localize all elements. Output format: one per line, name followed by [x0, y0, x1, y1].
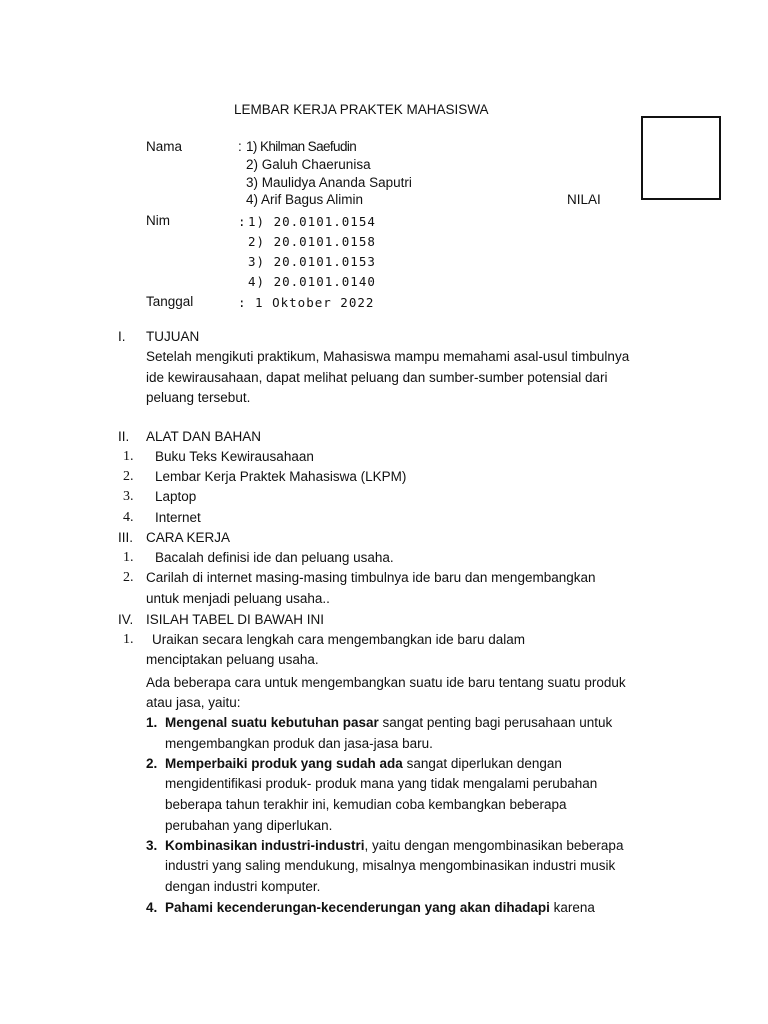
cara-item-2-number: 2.: [123, 570, 134, 585]
tujuan-line-1: Setelah mengikuti praktikum, Mahasiswa mampu memahami asal-usul timbulnya: [146, 349, 630, 364]
student-name-3: 3) Maulidya Ananda Saputri: [246, 175, 412, 190]
point-2-line-2: mengidentifikasi produk- produk mana yang tidak mengalami perubahan: [165, 776, 598, 791]
cara-item-2: Carilah di internet masing-masing timbulnya ide baru dan mengembangkan: [146, 570, 596, 585]
intro-line-1: Ada beberapa cara untuk mengembangkan suatu ide baru tentang suatu produk: [146, 675, 626, 690]
cara-item-1: Bacalah definisi ide dan peluang usaha.: [155, 550, 394, 565]
point-4-bold: Pahami kecenderungan-kecenderungan yang akan dihadapi: [165, 900, 550, 915]
point-2-rest: sangat diperlukan dengan: [402, 756, 562, 771]
alat-item-2: Lembar Kerja Praktek Mahasiswa (LKPM): [155, 469, 407, 484]
alat-item-3-number: 3.: [123, 489, 134, 504]
student-name-1: 1) Khilman Saefudin: [246, 139, 357, 154]
point-4-rest: karena: [549, 900, 595, 915]
point-1-rest: sangat penting bagi perusahaan untuk: [378, 715, 613, 730]
section-3-title: CARA KERJA: [146, 530, 231, 545]
point-3-heading: [165, 838, 623, 853]
point-4-heading: [165, 900, 595, 915]
alat-item-1-number: 1.: [123, 449, 134, 464]
point-1-heading: [165, 715, 612, 730]
nim-separator: :: [238, 214, 247, 229]
point-2-line-4: perubahan yang diperlukan.: [165, 818, 333, 833]
section-2-number: II.: [118, 429, 130, 444]
student-name-2: 2) Galuh Chaerunisa: [246, 157, 371, 172]
student-nim-4: 4) 20.0101.0140: [248, 274, 376, 289]
document-title: LEMBAR KERJA PRAKTEK MAHASISWA: [234, 102, 489, 117]
section-3-number: III.: [118, 530, 134, 545]
point-3-rest: , yaitu dengan mengombinasikan beberapa: [364, 838, 624, 853]
point-1-bold: Mengenal suatu kebutuhan pasar: [165, 715, 379, 730]
intro-line-2: atau jasa, yaitu:: [146, 695, 241, 710]
alat-item-2-number: 2.: [123, 469, 134, 484]
student-nim-3: 3) 20.0101.0153: [248, 254, 376, 269]
point-2-heading: [165, 756, 562, 771]
alat-item-4: Internet: [155, 510, 201, 525]
student-nim-1: 1) 20.0101.0154: [248, 214, 376, 229]
nilai-label: NILAI: [567, 192, 601, 207]
isilah-item-1-continued: menciptakan peluang usaha.: [146, 652, 319, 667]
alat-item-1: Buku Teks Kewirausahaan: [155, 449, 314, 464]
section-2-title: ALAT DAN BAHAN: [146, 429, 262, 444]
section-4-number: IV.: [118, 612, 134, 627]
section-1-title: TUJUAN: [146, 329, 200, 344]
nama-separator: :: [238, 139, 242, 154]
point-4-number: 4.: [146, 900, 158, 915]
cara-item-2-continued: untuk menjadi peluang usaha..: [146, 591, 330, 606]
nim-label: Nim: [146, 213, 170, 228]
tanggal-label: Tanggal: [146, 294, 194, 309]
alat-item-3: Laptop: [155, 489, 197, 504]
point-1-line-2: mengembangkan produk dan jasa-jasa baru.: [165, 736, 433, 751]
student-nim-2: 2) 20.0101.0158: [248, 234, 376, 249]
tujuan-line-3: peluang tersebut.: [146, 390, 251, 405]
section-4-title: ISILAH TABEL DI BAWAH INI: [146, 612, 325, 627]
point-3-line-3: dengan industri komputer.: [165, 879, 321, 894]
point-3-bold: Kombinasikan industri-industri: [165, 838, 365, 853]
point-3-line-2: industri yang saling mendukung, misalnya mengombinasikan industri musik: [165, 858, 616, 873]
nama-label: Nama: [146, 139, 183, 154]
isilah-item-1-number: 1.: [123, 632, 134, 647]
point-3-number: 3.: [146, 838, 158, 853]
tujuan-line-2: ide kewirausahaan, dapat melihat peluang dan sumber-sumber potensial dari: [146, 370, 608, 385]
isilah-item-1: Uraikan secara lengkah cara mengembangkan ide baru dalam: [152, 632, 525, 647]
point-2-bold: Memperbaiki produk yang sudah ada: [165, 756, 403, 771]
section-1-number: I.: [118, 329, 126, 344]
point-1-number: 1.: [146, 715, 158, 730]
point-2-number: 2.: [146, 756, 158, 771]
tanggal-value: : 1 Oktober 2022: [238, 295, 375, 310]
student-name-4: 4) Arif Bagus Alimin: [246, 192, 364, 207]
grade-box: [641, 116, 721, 200]
cara-item-1-number: 1.: [123, 550, 134, 565]
alat-item-4-number: 4.: [123, 510, 134, 525]
point-2-line-3: beberapa tahun terakhir ini, kemudian coba kembangkan beberapa: [165, 797, 567, 812]
